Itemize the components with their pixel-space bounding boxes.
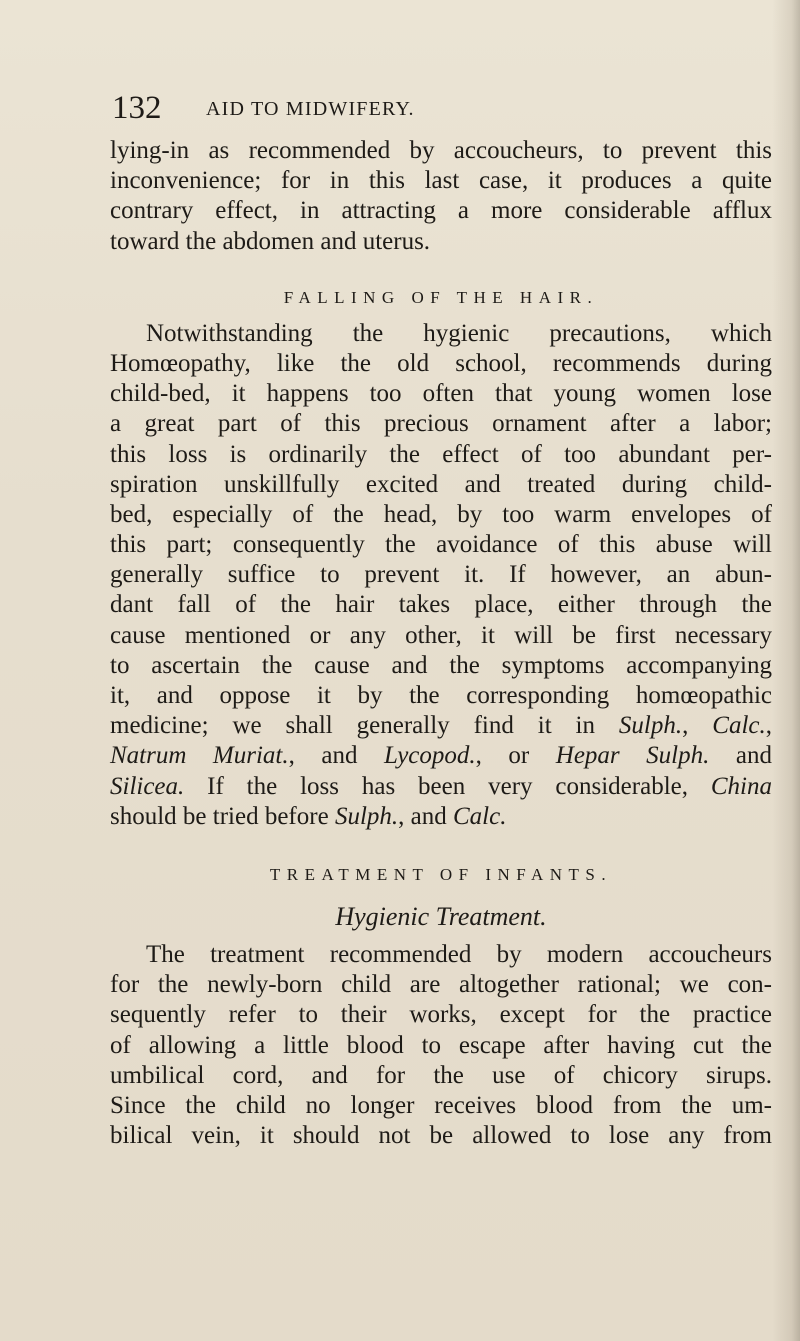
remedy-name: Calc. (712, 712, 766, 740)
text-line: Since the child no longer receives blood from the um- (110, 1091, 772, 1119)
remedy-name: Sulph. (618, 712, 683, 740)
section-heading-treatment-infants: TREATMENT OF INFANTS. (269, 864, 613, 884)
text-line: bed, especially of the head, by too warm envelopes of (110, 500, 772, 528)
page-number: 132 (112, 90, 162, 126)
text-line: The treatment recommended by modern accoucheurs (146, 940, 772, 968)
remedy-name: Silicea. (110, 772, 185, 800)
remedy-name: Hepar Sulph. (555, 742, 710, 770)
text-line: contrary effect, in attracting a more considerable afflux (110, 197, 772, 225)
remedy-name: Lycopod. (384, 742, 476, 770)
remedy-name: Natrum Muriat. (110, 742, 289, 770)
text-line: a great part of this precious ornament after a labor; (110, 410, 772, 438)
text-line: to ascertain the cause and the symptoms accompanying (110, 651, 772, 679)
text-line: umbilical cord, and for the use of chicory sirups. (110, 1061, 772, 1089)
page-edge-shadow (772, 0, 800, 1341)
remedy-name: China (710, 772, 772, 800)
text-line: generally suffice to prevent it. If however, an abun- (110, 561, 772, 589)
text-line-remedies: Silicea. If the loss has been very considerable, China (110, 772, 772, 800)
text-line: Notwithstanding the hygienic precautions, which (146, 319, 772, 347)
remedy-name: Sulph. (334, 802, 399, 830)
body-text (110, 136, 772, 1151)
remedy-name: Calc. (453, 802, 507, 830)
text-line: it, and oppose it by the corresponding homœopathic (110, 682, 772, 709)
text-line: spiration unskillfully excited and treated during child- (110, 470, 772, 498)
text-line: for the newly-born child are altogether rational; we con- (110, 971, 772, 999)
text-line: lying-in as recommended by accoucheurs, to prevent this (110, 137, 772, 164)
page-header (112, 86, 772, 130)
text-line: inconvenience; for in this last case, it produces a quite (110, 167, 772, 195)
text-line: dant fall of the hair takes place, either through the (110, 591, 772, 619)
text-line-remedies: should be tried before Sulph., and Calc. (110, 802, 507, 830)
text-line: cause mentioned or any other, it will be first necessary (110, 621, 772, 649)
section-heading-falling-hair: FALLING OF THE HAIR. (283, 287, 599, 307)
text-line: Homœopathy, like the old school, recommends during (110, 349, 772, 377)
text-line: child-bed, it happens too often that young women lose (110, 380, 772, 408)
text-line: toward the abdomen and uterus. (110, 227, 431, 255)
text-line: of allowing a little blood to escape after having cut the (110, 1031, 772, 1059)
text-line-remedies: medicine; we shall generally find it in Sulph., Calc., (110, 712, 773, 740)
text-line: this part; consequently the avoidance of this abuse will (110, 531, 772, 559)
text-line: sequently refer to their works, except for the practice (110, 1001, 772, 1029)
text-line: bilical vein, it should not be allowed to lose any from (110, 1122, 772, 1150)
text-line: this loss is ordinarily the effect of too abundant per- (110, 440, 772, 468)
running-head: AID TO MIDWIFERY. (206, 98, 415, 120)
text-line-remedies: Natrum Muriat., and Lycopod., or Hepar Sulph. and (110, 742, 772, 770)
subheading-hygienic-treatment: Hygienic Treatment. (335, 901, 547, 931)
